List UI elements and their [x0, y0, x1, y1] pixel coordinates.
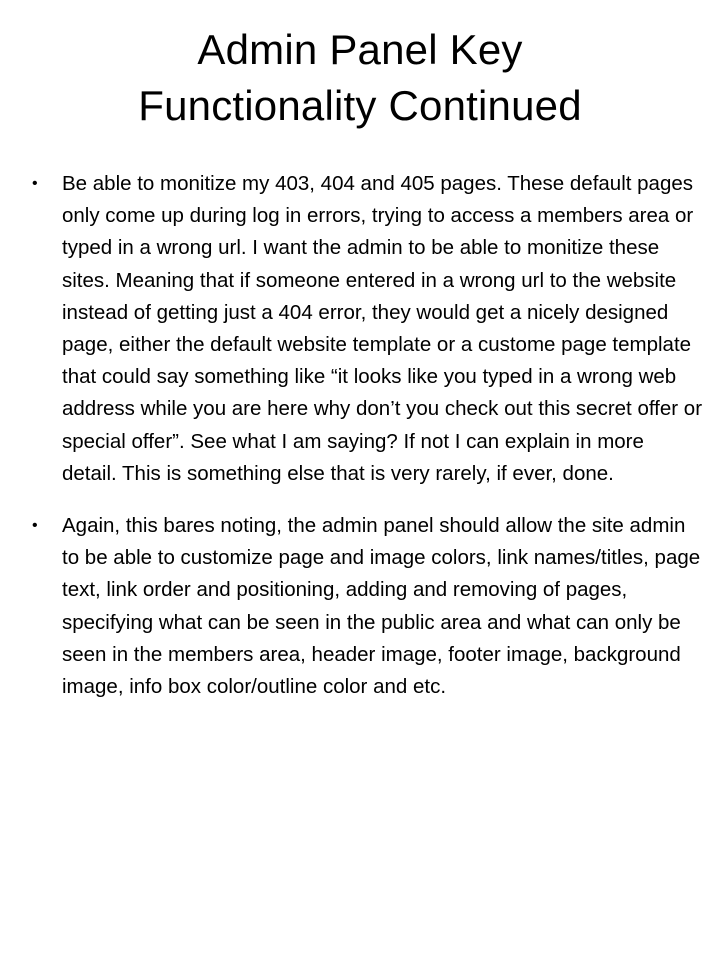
- slide-title: [20, 22, 700, 134]
- bullet-marker-icon: •: [32, 175, 38, 192]
- bullet-item-monetize-error-pages: [32, 168, 702, 490]
- bullet-text: Be able to monitize my 403, 404 and 405 pages. These default pages only come up during log in errors, trying to access a members area or typed in a wrong url. I want the admin to be able to monitize these sites. Meaning that if someone entered in a wrong url to the website instead of getting just a 404 error, they would get a nicely designed page, either the default website template or a custome page template that could say something like “it looks like you typed in a wrong web address while you are here why don’t you check out this secret offer or special offer”. See what I am saying? If not I can explain in more detail. This is something else that is very rarely, if ever, done.: [62, 172, 703, 485]
- slide-title-line-2: Functionality Continued: [138, 82, 582, 129]
- slide-title-line-1: Admin Panel Key: [197, 26, 523, 73]
- bullet-list: [32, 168, 702, 723]
- bullet-marker-icon: •: [32, 517, 38, 535]
- bullet-text: Again, this bares noting, the admin panel should allow the site admin to be able to customize page and image colors, link names/titles, page text, link order and positioning, adding and removing of pages, specifying what can be seen in the public area and what can only be seen in the members area, header image, footer image, background image, info box color/outline color and etc.: [62, 514, 701, 699]
- bullet-item-admin-customization: [32, 510, 702, 703]
